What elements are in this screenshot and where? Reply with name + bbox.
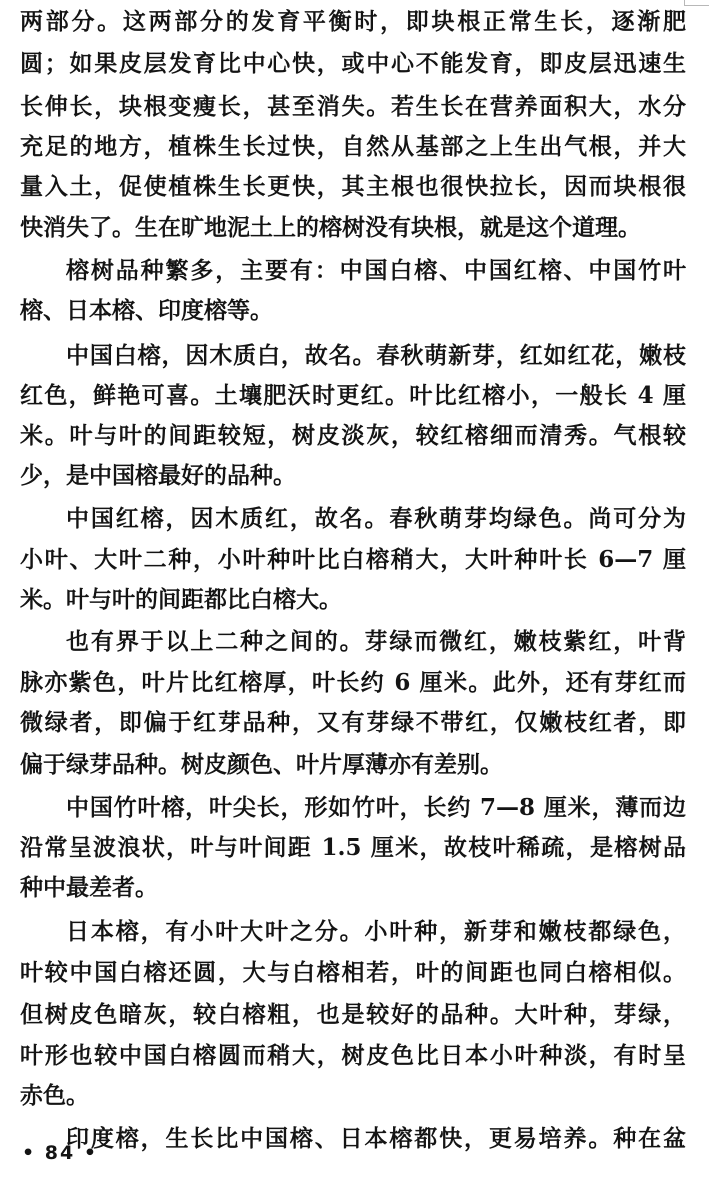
- scan-corner-mark: [684, 0, 709, 6]
- text-line: 沿常呈波浪状，叶与叶间距 1.5 厘米，故枝叶稀疏，是榕树品: [20, 834, 686, 861]
- text-line: 榕、日本榕、印度榕等。: [20, 297, 273, 324]
- text-line: 中国白榕，因木质白，故名。春秋萌新芽，红如红花，嫩枝: [66, 342, 686, 369]
- text-line: 日本榕，有小叶大叶之分。小叶种，新芽和嫩枝都绿色，: [66, 918, 686, 945]
- text-line: 赤色。: [20, 1082, 89, 1109]
- text-line: 偏于绿芽品种。树皮颜色、叶片厚薄亦有差别。: [20, 751, 503, 778]
- text-line: 叶较中国白榕还圆，大与白榕相若，叶的间距也同白榕相似。: [20, 959, 686, 986]
- text-line: 种中最差者。: [20, 874, 158, 901]
- text-line: 小叶、大叶二种，小叶种叶比白榕稍大，大叶种叶长 6—7 厘: [20, 546, 686, 573]
- text-line: 但树皮色暗灰，较白榕粗，也是较好的品种。大叶种，芽绿，: [20, 1001, 686, 1028]
- text-line: 量入土，促使植株生长更快，其主根也很快拉长，因而块根很: [20, 173, 686, 200]
- text-line: 充足的地方，植株生长过快，自然从基部之上生出气根，并大: [20, 133, 686, 160]
- text-line: 中国竹叶榕，叶尖长，形如竹叶，长约 7—8 厘米，薄而边: [66, 794, 686, 821]
- text-line: 脉亦紫色，叶片比红榕厚，叶长约 6 厘米。此外，还有芽红而: [20, 669, 686, 696]
- text-line: 少，是中国榕最好的品种。: [20, 462, 296, 489]
- text-line: 两部分。这两部分的发育平衡时，即块根正常生长，逐渐肥: [20, 8, 686, 35]
- page-number: • 84 •: [22, 1142, 98, 1164]
- text-line: 微绿者，即偏于红芽品种，又有芽绿不带红，仅嫩枝红者，即: [20, 709, 686, 736]
- text-line: 米。叶与叶的间距都比白榕大。: [20, 586, 342, 613]
- text-line: 中国红榕，因木质红，故名。春秋萌芽均绿色。尚可分为: [66, 505, 686, 532]
- text-line: 也有界于以上二种之间的。芽绿而微红，嫩枝紫红，叶背: [66, 628, 686, 655]
- text-line: 红色，鲜艳可喜。土壤肥沃时更红。叶比红榕小，一般长 4 厘: [20, 382, 686, 409]
- text-line: 叶形也较中国白榕圆而稍大，树皮色比日本小叶种淡，有时呈: [20, 1042, 686, 1069]
- text-line: 印度榕，生长比中国榕、日本榕都快，更易培养。种在盆: [66, 1125, 686, 1152]
- text-line: 长伸长，块根变瘦长，甚至消失。若生长在营养面积大，水分: [20, 93, 686, 120]
- text-line: 圆；如果皮层发育比中心快，或中心不能发育，即皮层迅速生: [20, 50, 686, 77]
- text-line: 快消失了。生在旷地泥土上的榕树没有块根，就是这个道理。: [20, 214, 641, 241]
- text-line: 榕树品种繁多，主要有：中国白榕、中国红榕、中国竹叶: [66, 257, 686, 284]
- text-line: 米。叶与叶的间距较短，树皮淡灰，较红榕细而清秀。气根较: [20, 422, 686, 449]
